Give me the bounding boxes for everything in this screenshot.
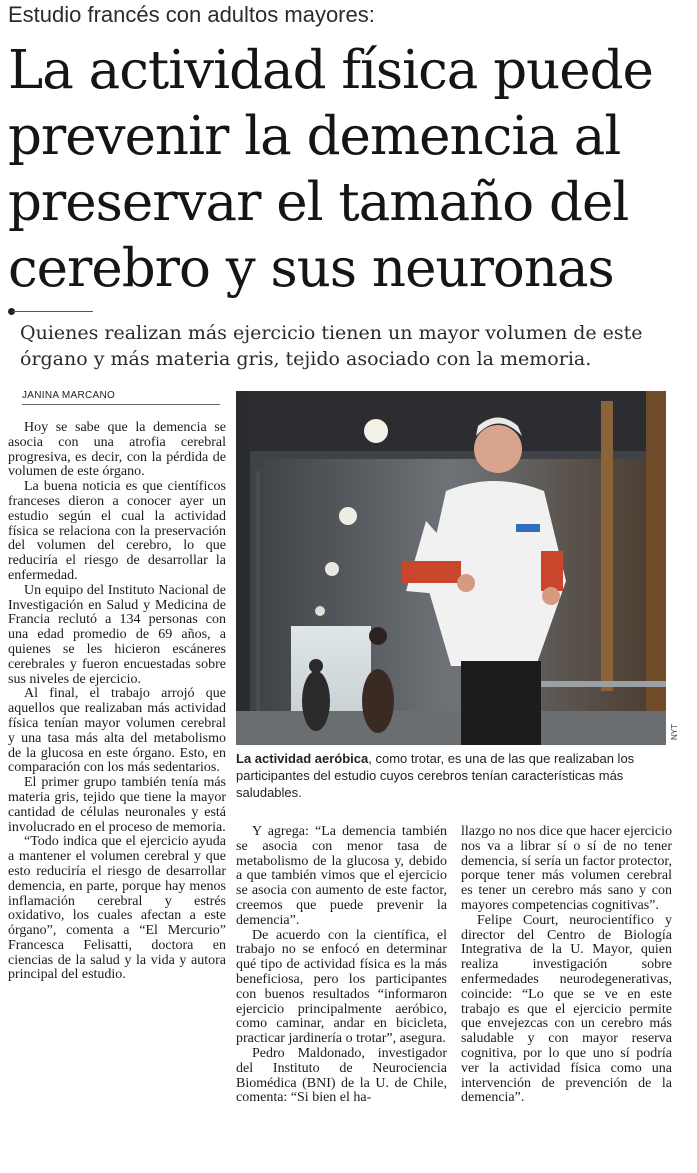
column-3 bbox=[461, 825, 672, 1106]
headline: La actividad física puede prevenir la demencia al preservar el tamaño del cerebro y sus neuronas bbox=[8, 40, 653, 299]
paragraph: “Todo indica que el ejercicio ayuda a mantener el volumen cerebral y que esto reduciría el riesgo de desarrollar demencia, en parte, porque hay menos inflamación cerebral y estrés oxidativo, los cuales afectan a este órgano”, comenta a “El Mercurio” Francesca Felisatti, doctora en ciencias de la salud y la vida y autora principal del estudio. bbox=[8, 834, 226, 983]
paragraph: La buena noticia es que científicos franceses dieron a conocer ayer un estudio según el cual la actividad física se relaciona con la preservación del volumen del cerebro, lo que reduciría el riesgo de desarrollar la enfermedad. bbox=[8, 479, 226, 583]
paragraph: Hoy se sabe que la demencia se asocia con una atrofia cerebral progresiva, es decir, con la pérdida de volumen de este órgano. bbox=[8, 420, 226, 480]
paragraph: De acuerdo con la científica, el trabajo no se enfocó en determinar qué tipo de actividad física es la más beneficiosa, pero los participantes con buenos resultados “informaron ejercicio principalmente aeróbico, como caminar, andar en bicicleta, practicar jardinería o trotar”, asegura. bbox=[236, 927, 447, 1047]
paragraph: Pedro Maldonado, investigador del Instituto de Neurociencia Biomédica (BNI) de la U. de Chile, comenta: “Si bien el ha- bbox=[236, 1045, 447, 1106]
paragraph: llazgo no nos dice que hacer ejercicio nos va a librar sí o sí de no tener demencia, sí sería un factor protector, porque tener más volumen cerebral es tener un cerebro más sano y con mayores competencias cognitivas”. bbox=[461, 824, 672, 913]
subheadline: Quienes realizan más ejercicio tienen un mayor volumen de este órgano y más materia gris, tejido asociado con la memoria. bbox=[20, 322, 643, 370]
caption-text: , como trotar, es una de las que realizaban los participantes del estudio cuyos cerebros tenían características más saludables. bbox=[236, 751, 635, 800]
photo-runner bbox=[236, 391, 666, 745]
headline-rule bbox=[13, 311, 93, 312]
caption-lead: La actividad aeróbica bbox=[236, 751, 369, 766]
column-2 bbox=[236, 825, 447, 1106]
kicker: Estudio francés con adultos mayores: bbox=[8, 2, 375, 27]
paragraph: Un equipo del Instituto Nacional de Investigación en Salud y Medicina de Francia reclutó a 134 personas con una edad promedio de 69 años, a quienes se les hicieron escáneres cerebrales y fueron encuestadas sobre sus niveles de ejercicio. bbox=[8, 582, 226, 687]
paragraph: Felipe Court, neurocientífico y director del Centro de Biología Integrativa de la U. Mayor, quien realiza investigación sobre enfermedades neurodegenerativas, coincide: “Lo que se ve en este trabajo es que el ejercicio permite que envejezcas con un cerebro más saludable y con mayor reserva cognitiva, por lo que uno sí podría ver la actividad física como una intervención de prevención de la demencia”. bbox=[461, 912, 672, 1106]
byline: JANINA MARCANO bbox=[22, 390, 116, 401]
paragraph: Y agrega: “La demencia también se asocia con menor tasa de metabolismo de la glucosa y, debido a que también vimos que el ejercicio se asocia con aumento de este factor, creemos que puede prevenir la demencia”. bbox=[236, 824, 447, 928]
byline-rule bbox=[22, 404, 220, 405]
photo-caption bbox=[236, 750, 676, 801]
paragraph: El primer grupo también tenía más materia gris, tejido que tiene la mayor cantidad de células neuronales y está involucrado en el proceso de memoria. bbox=[8, 775, 226, 835]
paragraph: Al final, el trabajo arrojó que aquellos que realizaban más actividad física tenían mayor volumen cerebral y una tasa más alta del metabolismo de la glucosa en este órgano. Esto, en comparación con los más sedentarios. bbox=[8, 686, 226, 776]
column-1 bbox=[8, 421, 226, 983]
photo-credit: NYT bbox=[670, 724, 679, 740]
